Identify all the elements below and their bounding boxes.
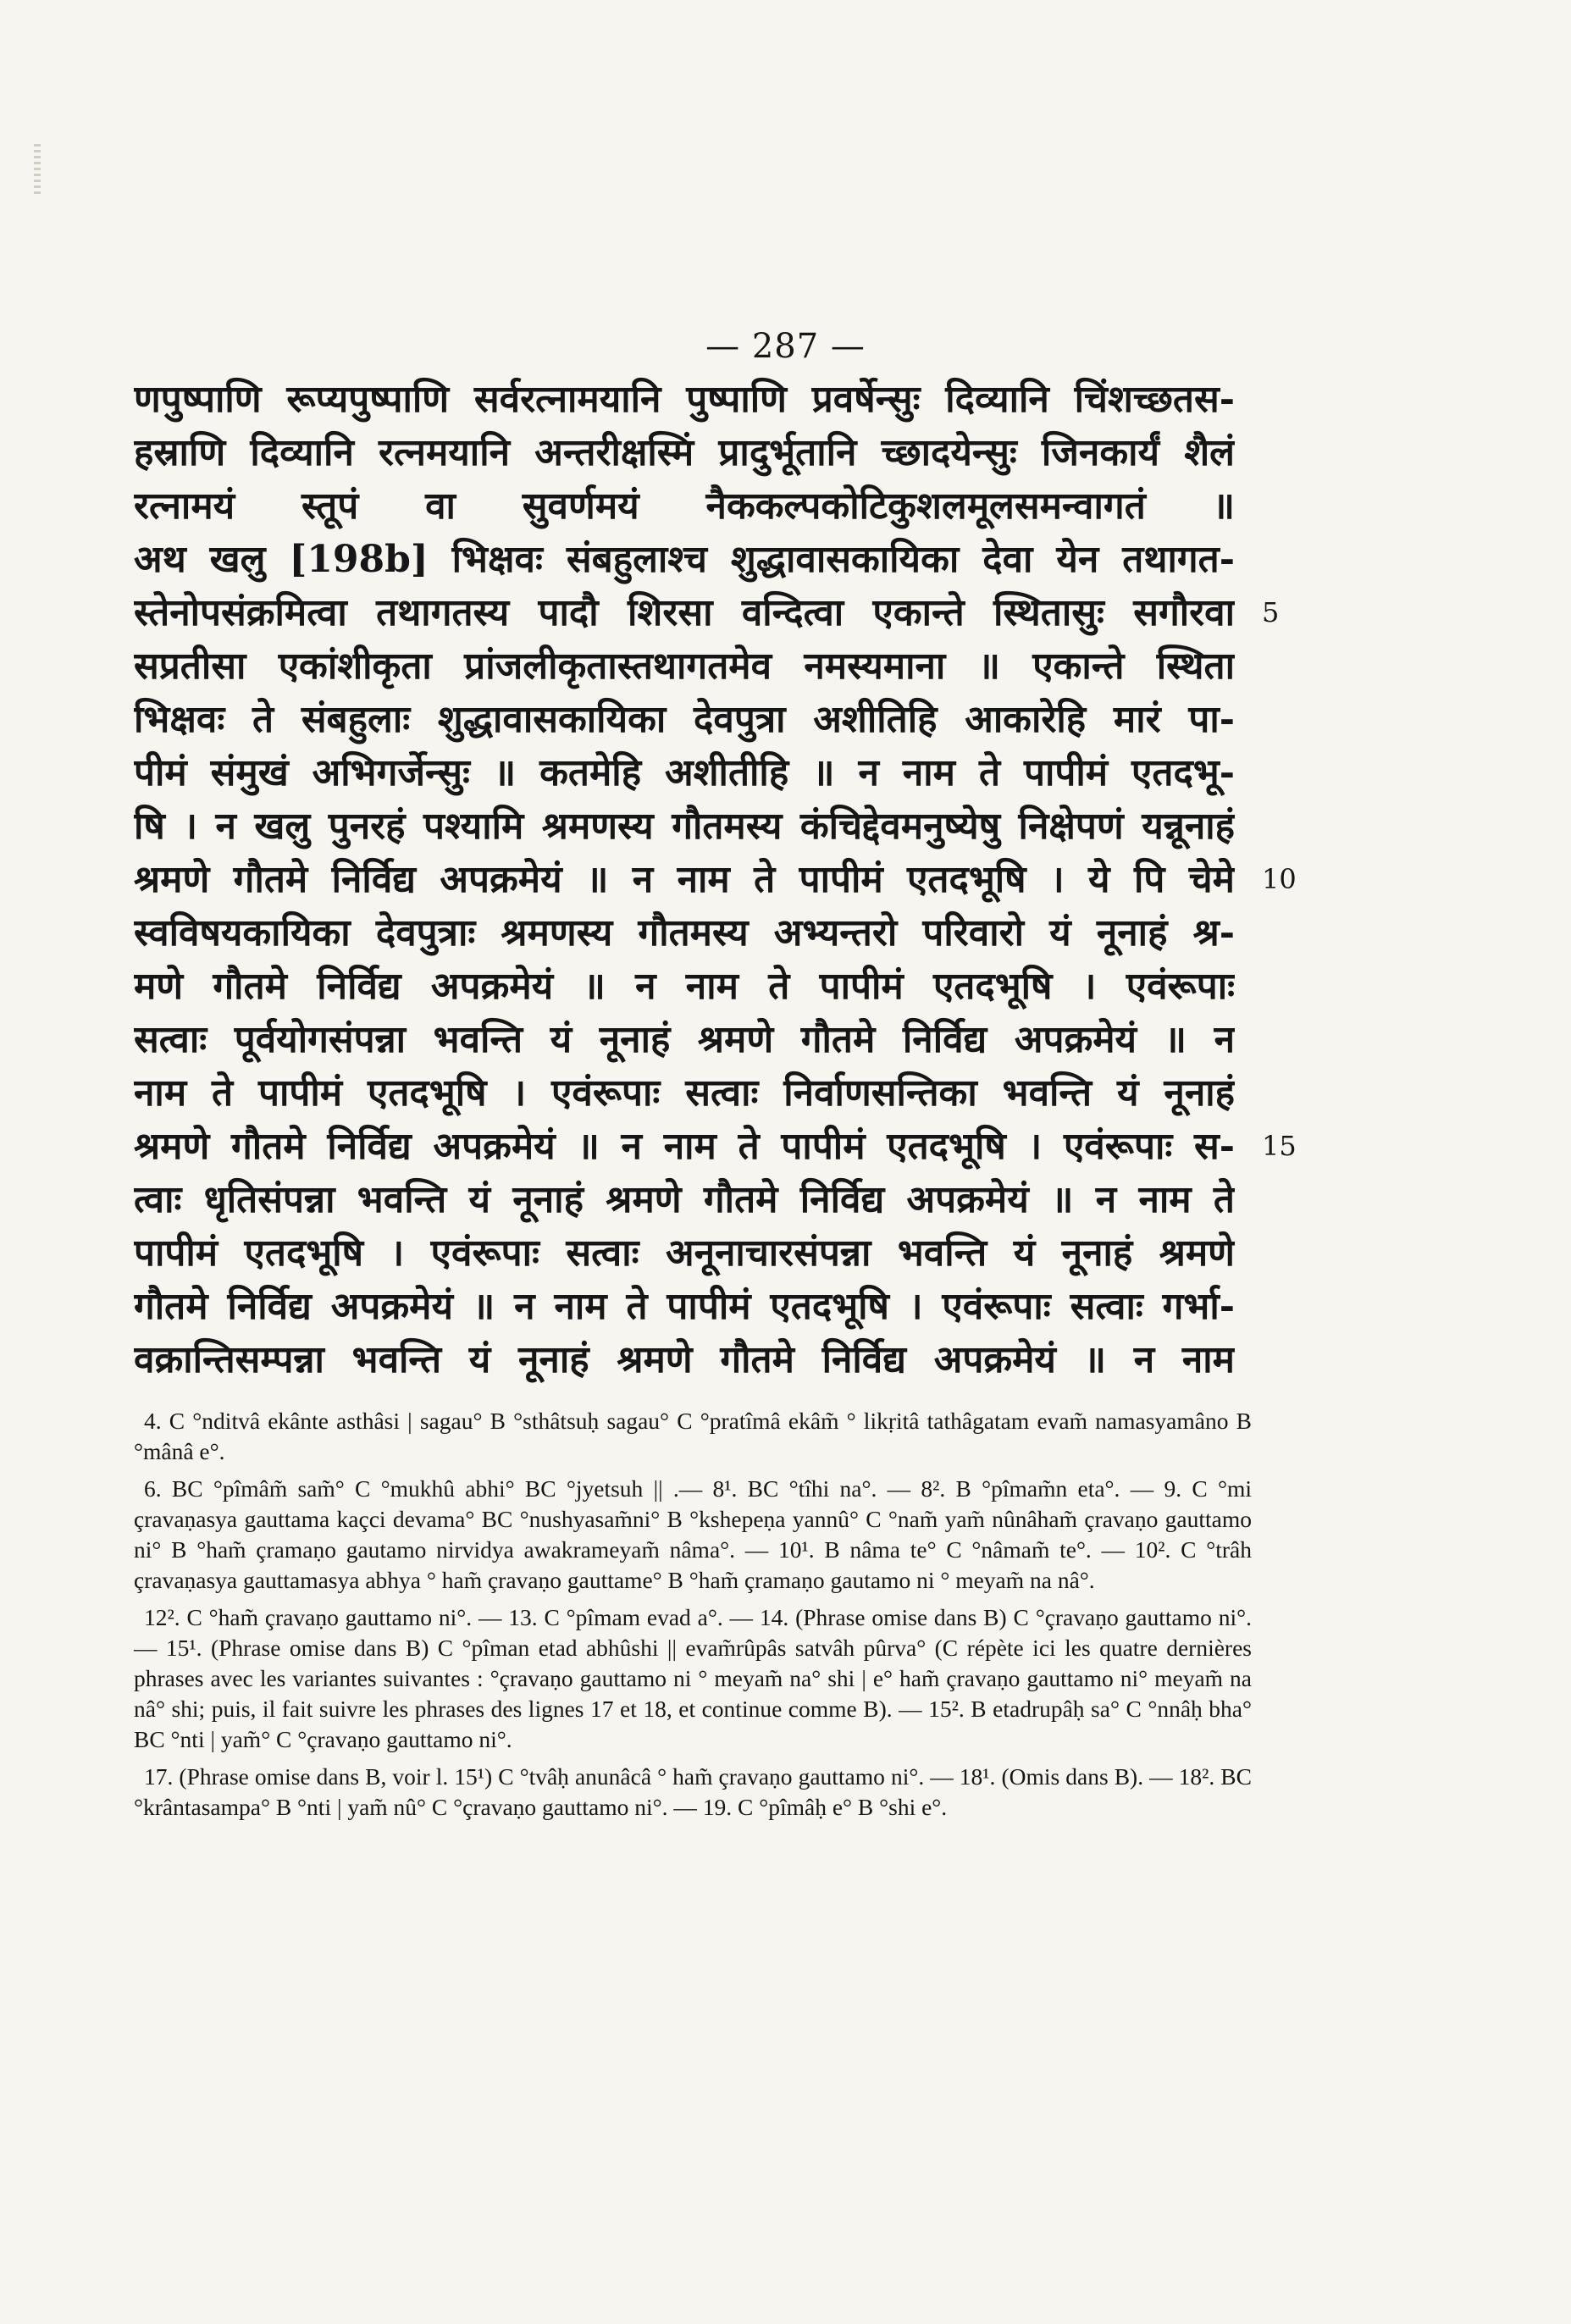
text-line: सत्वाः पूर्वयोगसंपन्ना भवन्ति यं नूनाहं श्रमणे गौतमे निर्विद्य अपक्रमेयं ॥ न (134, 1018, 1235, 1061)
text-line: श्रमणे गौतमे निर्विद्य अपक्रमेयं ॥ न नाम ते पापीमं एतदभूषि । ये पि चेमे (134, 858, 1235, 901)
text-line: मणे गौतमे निर्विद्य अपक्रमेयं ॥ न नाम ते पापीमं एतदभूषि । एवंरूपाः (134, 965, 1235, 1008)
line-number-marker: 15 (1262, 1130, 1297, 1162)
footnote-paragraph: 4. C °nditvâ ekânte asthâsi | sagau° B °sthâtsuḥ sagau° C °pratîmâ ekâm̃ ° likṛitâ tathâgatam evam̃ namasyamâno B °mânâ e°. (134, 1408, 1252, 1464)
text-line: स्तेनोपसंक्रमित्वा तथागतस्य पादौ शिरसा वन्दित्वा एकान्ते स्थितासुः सगौरवा (134, 591, 1235, 634)
text-line: गौतमे निर्विद्य अपक्रमेयं ॥ न नाम ते पापीमं एतदभूषि । एवंरूपाः सत्वाः गर्भा- (134, 1285, 1235, 1328)
text-line: श्रमणे गौतमे निर्विद्य अपक्रमेयं ॥ न नाम ते पापीमं एतदभूषि । एवंरूपाः स- (134, 1125, 1235, 1168)
text-line: त्वाः धृतिसंपन्ना भवन्ति यं नूनाहं श्रमणे गौतमे निर्विद्य अपक्रमेयं ॥ न नाम ते (134, 1178, 1235, 1221)
text-line: सप्रतीसा एकांशीकृता प्रांजलीकृतास्तथागतमेव नमस्यमाना ॥ एकान्ते स्थिता (134, 645, 1235, 688)
footnote-paragraph: 6. BC °pîmâm̃ sam̃° C °mukhû abhi° BC °jyetsuh || .— 8¹. BC °tîhi na°. — 8². B °pîmam̃n eta°. — 9. C °mi çravaṇasya gauttama kaçci devama° BC °nushyasam̃ni° B °kshepeṇa yannû° C °nam̃ yam̃ nûnâham̃ çravaṇo gauttamo ni° B °ham̃ çramaṇo gautamo nirvidya awakrameyam̃ nâma°. — 10¹. B nâma te° C °nâmam̃ te°. — 10². C °trâh çravaṇasya gauttamasya abhya ° ham̃ çravaṇo gauttame° B °ham̃ çramaṇo gautamo ni ° meyam̃ na nâ°. (134, 1475, 1252, 1593)
text-line: रत्नामयं स्तूपं वा सुवर्णमयं नैककल्पकोटिकुशलमूलसमन्वागतं ॥ (134, 484, 1235, 528)
line-number-marker: 5 (1262, 596, 1280, 628)
text-line: षि । न खलु पुनरहं पश्यामि श्रमणस्य गौतमस्य कंचिद्देवमनुष्येषु निक्षेपणं यन्नूनाहं (134, 805, 1235, 848)
text-line: वक्रान्तिसम्पन्ना भवन्ति यं नूनाहं श्रमणे गौतमे निर्विद्य अपक्रमेयं ॥ न नाम (134, 1338, 1235, 1381)
text-line: पापीमं एतदभूषि । एवंरूपाः सत्वाः अनूनाचारसंपन्ना भवन्ति यं नूनाहं श्रमणे (134, 1231, 1235, 1275)
text-line: अथ खलु [198b] भिक्षवः संबहुलाश्च शुद्धावासकायिका देवा येन तथागत- (134, 538, 1235, 581)
text-line: स्वविषयकायिका देवपुत्राः श्रमणस्य गौतमस्य अभ्यन्तरो परिवारो यं नूनाहं श्र- (134, 911, 1235, 955)
text-line: भिक्षवः ते संबहुलाः शुद्धावासकायिका देवपुत्रा अशीतिहि आकारेहि मारं पा- (134, 698, 1235, 741)
text-line: पीमं संमुखं अभिगर्जेन्सुः ॥ कतमेहि अशीतीहि ॥ न नाम ते पापीमं एतदभू- (134, 751, 1235, 794)
page-number: — 287 — (705, 327, 866, 366)
footnote-paragraph: 17. (Phrase omise dans B, voir l. 15¹) C °tvâḥ anunâcâ ° ham̃ çravaṇo gauttamo ni°. — 18¹. (Omis dans B). — 18². BC °krântasampa° B °nti | yam̃ nû° C °çravaṇo gauttamo ni°. — 19. C °pîmâḥ e° B °shi e°. (134, 1763, 1252, 1820)
text-line: णपुष्पाणि रूप्यपुष्पाणि सर्वरत्नामयानि पुष्पाणि प्रवर्षेन्सुः दिव्यानि चिंशच्छतस- (134, 378, 1235, 421)
text-line: नाम ते पापीमं एतदभूषि । एवंरूपाः सत्वाः निर्वाणसन्तिका भवन्ति यं नूनाहं (134, 1071, 1235, 1115)
line-number-marker: 10 (1262, 863, 1297, 895)
margin-mark (34, 144, 41, 195)
text-line: हस्राणि दिव्यानि रत्नमयानि अन्तरीक्षस्मिं प्रादुर्भूतानि च्छादयेन्सुः जिनकार्यं शैलं (134, 431, 1235, 474)
sanskrit-main-text (134, 373, 1235, 1386)
critical-apparatus (134, 1406, 1252, 1829)
footnote-paragraph: 12². C °ham̃ çravaṇo gauttamo ni°. — 13. C °pîmam evad a°. — 14. (Phrase omise dans B) C °çravaṇo gauttamo ni°. — 15¹. (Phrase omise dans B) C °pîman etad abhûshi || evam̃rûpâs satvâh pûrva° (C répète ici les quatre dernières phrases avec les variantes suivantes : °çravaṇo gauttamo ni ° meyam̃ na° shi | e° ham̃ çravaṇo gauttamo ni° meyam̃ na nâ° shi; puis, il fait suivre les phrases des lignes 17 et 18, et continue comme B). — 15². B etadrupâḥ sa° C °nnâḥ bha° BC °nti | yam̃° C °çravaṇo gauttamo ni°. (134, 1604, 1252, 1752)
